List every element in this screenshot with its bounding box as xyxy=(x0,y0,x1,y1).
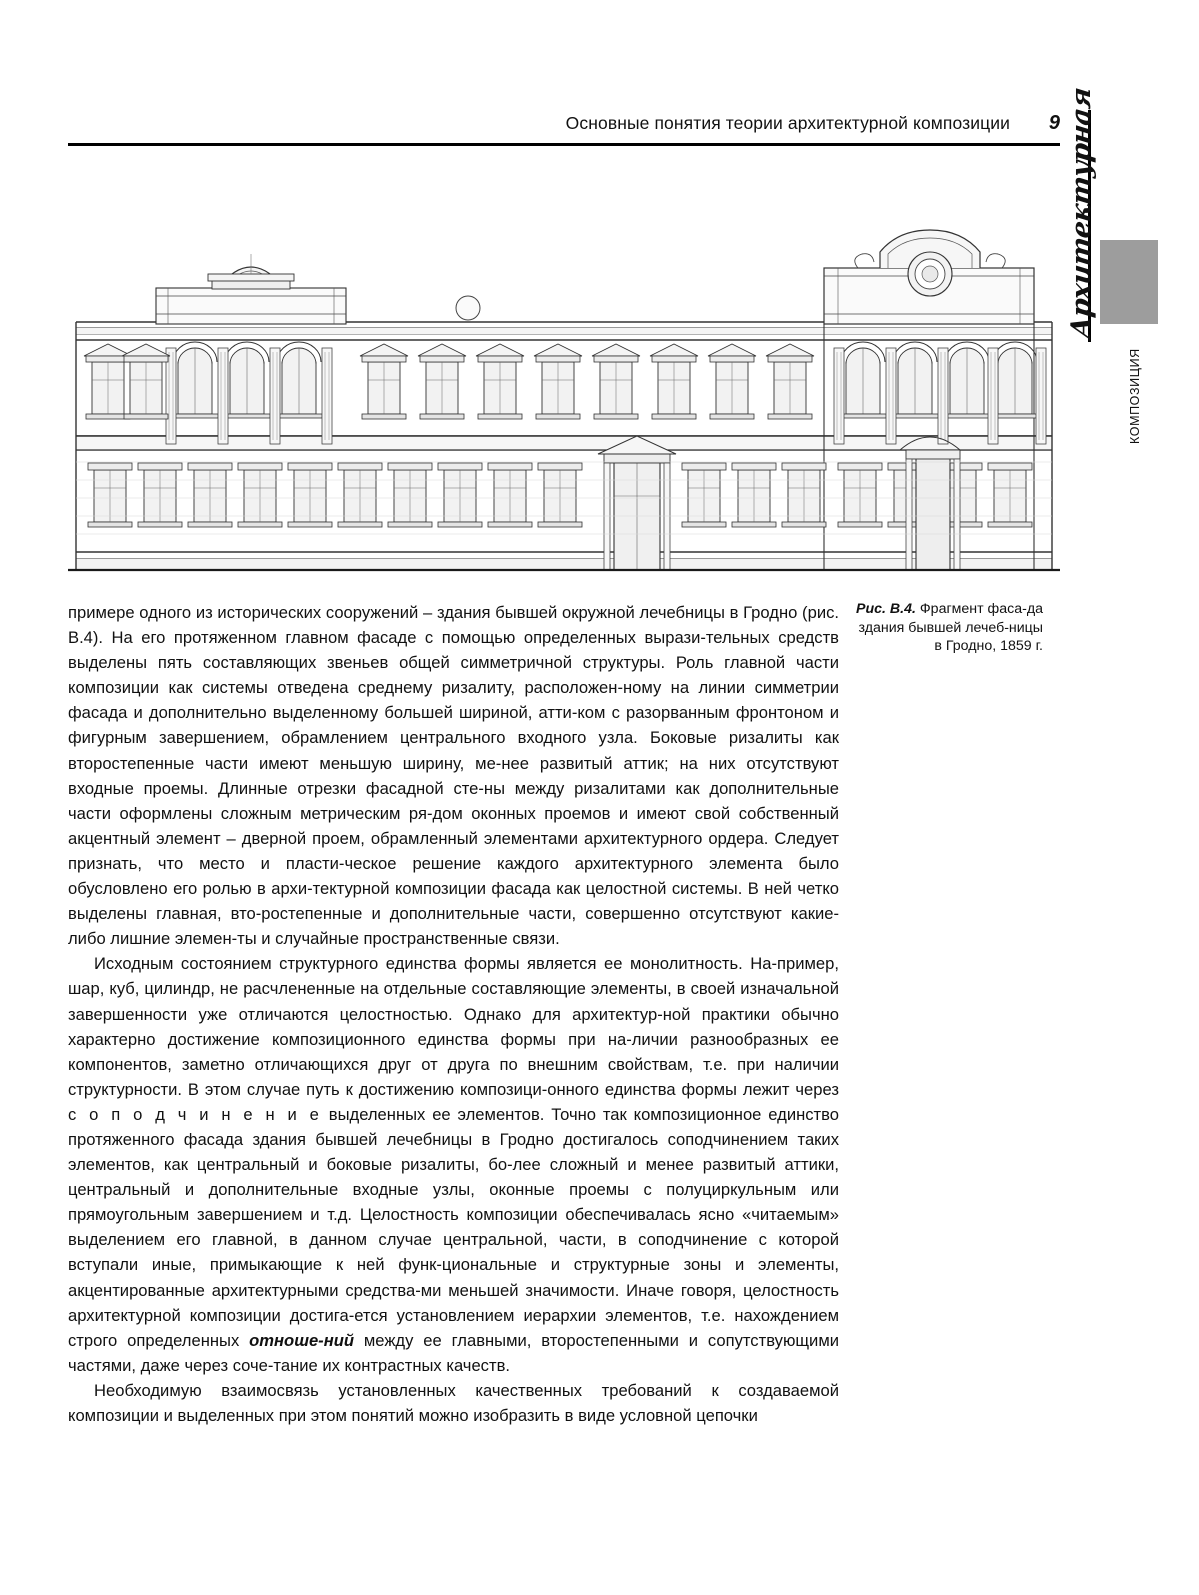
body-text-column xyxy=(68,600,839,1428)
chapter-side-tab xyxy=(1062,86,1158,444)
paragraph-1-text: примере одного из исторических сооружений – здания бывшей окружной лечебницы в Гродно (рис. В.4). На его протяженном главном фасаде с помощью определенных вырази-тельных средств выделены пять составляющих звеньев общей симметричной структуры. Роль главной части композиции как системы отведена среднему ризалиту, расположен-ному на линии симметрии фасада и дополнительно выделенному большей шириной, атти-ком с разорванным фронтоном и фигурным завершением, обрамлением центрального входного узла. Боковые ризалиты как второстепенные части имеют меньшую ширину, ме-нее развитый аттик; на них отсутствуют входные проемы. Длинные отрезки фасадной сте-ны между ризалитами как дополнительные части оформлены сложным метрическим ря-дом оконных проемов и имеют свой собственный акцентный элемент – дверной проем, обрамленный элементами архитектурного ордера. Следует признать, что место и пласти-ческое решение каждого архитектурного элемента было обусловлено его ролью в архи-тектурной композиции фасада как целостной системы. В ней четко выделены главная, вто-ростепенные и дополнительные части, совершенно отсутствуют какие-либо лишние элемен-ты и случайные пространственные связи. xyxy=(68,603,839,949)
figure-caption-text: Фрагмент фаса-да здания бывшей лечеб-ницы в Гродно, 1859 г. xyxy=(858,601,1043,655)
header-divider xyxy=(68,143,1060,146)
header-title: Основные понятия теории архитектурной композиции xyxy=(565,113,1010,133)
page-header xyxy=(68,112,1060,135)
paragraph-3-text: Необходимую взаимосвязь установленных качественных требований к создаваемой композиции и выделенных при этом понятий можно изобразить в виде условной цепочки xyxy=(68,1380,839,1425)
paragraph-2-text-a: Исходным состоянием структурного единства формы является ее монолитность. На-пример, шар, куб, цилиндр, не расчлененные на отдельные составляющие элементы, в своей изначальной завершенности уже отличаются целостностью. Однако для архитектур-ной практики обычно характерно достижение композиционного единства формы при на-личии разнообразных ее компонентов, заметно отличающихся друг от друга по внешним свойствам, т.е. при наличии структурности. В этом случае путь к достижению композици-онного единства формы лежит через xyxy=(68,954,839,1099)
paragraph-1 xyxy=(68,600,839,951)
side-tab-caps-label: КОМПОЗИЦИЯ xyxy=(1128,348,1142,444)
facade-elevation-drawing xyxy=(68,218,1060,578)
paragraph-2-text-b: выделенных ее элементов. Точно так композиционное единство протяженного фасада здания бывшей лечебницы в Гродно достигалось соподчинением таких элементов, как центральный и боковые ризалиты, бо-лее сложный и менее развитый аттики, центральный и дополнительные входные узлы, оконные проемы с полуциркульным или прямоугольным завершением и т.д. Целостность композиции обеспечивалась ясно «читаемым» выделением его главной, в данном случае центральной, части, в соподчинение с которой вступали иные, примыкающие к ней функ-циональные и структурные зоны и элементы, акцентированные архитектурными средства-ми меньшей значимости. Иначе говоря, целостность архитектурной композиции достига-ется установлением иерархии элементов, т.е. нахождением строго определенных xyxy=(68,1104,840,1350)
side-tab-script-label: Архитектурная xyxy=(1066,86,1097,340)
paragraph-2-emphasis: отноше-ний xyxy=(249,1330,354,1350)
paragraph-2-spaced-term: с о п о д ч и н е н и е xyxy=(68,1104,322,1124)
paragraph-3 xyxy=(68,1378,839,1428)
paragraph-2-text-c: между ее главными, второстепенными и сопутствующими частями, даже через соче-тание их контрастных качеств. xyxy=(68,1330,839,1375)
figure-caption-label: Рис. В.4. xyxy=(856,601,916,617)
page-number: 9 xyxy=(1048,112,1060,134)
side-tab-divider xyxy=(1088,110,1091,342)
figure-caption xyxy=(855,600,1043,656)
paragraph-2 xyxy=(68,951,839,1378)
facade-elevation-figure xyxy=(68,218,1060,578)
